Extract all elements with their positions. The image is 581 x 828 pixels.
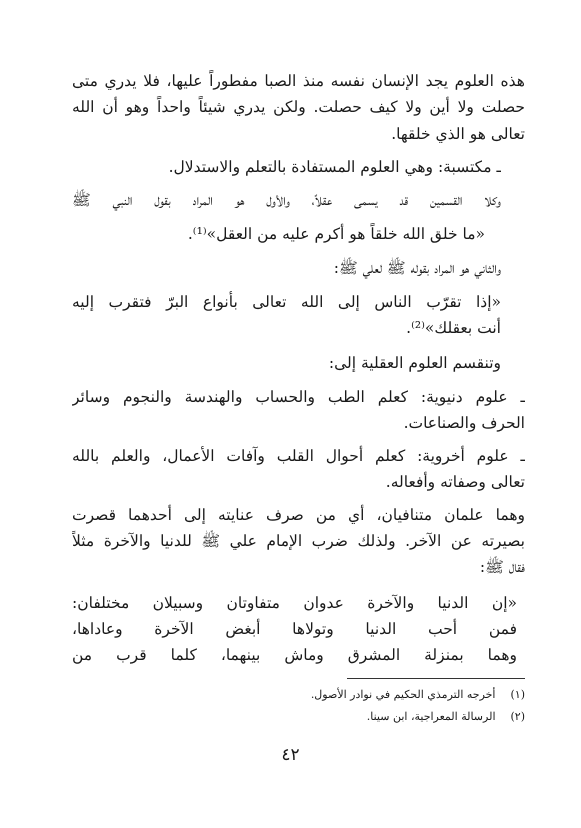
body-line: وكلا القسمين قد يسمى عقلاً، والأول هو المراد بقول النبي ﷺ [72,191,501,209]
quote-line: «إن الدنيا والآخرة عدوان متفاوتان وسبيلان مختلفان: [72,594,517,612]
body-line: ـ مكتسبة: وهي العلوم المستفادة بالتعلم والاستدلال. [168,158,501,176]
body-line: تعالى وصفاته وأفعاله. [385,473,525,491]
quote-line: وهما بمنزلة المشرق وماش بينهما، كلما قرب من [72,646,517,664]
quote-line: «ما خلق الله خلقاً هو أكرم عليه من العقل»⁽¹⁾. [187,225,485,243]
body-line: تعالى هو الذي خلقها. [391,125,525,143]
footnote-number: (٢) [510,710,525,723]
body-line: بصيرته عن الآخر. ولذلك ضرب الإمام علي ﷺ للدنيا والآخرة مثلاً [72,532,525,550]
quote-line: «إذا تقرّب الناس إلى الله تعالى بأنواع البرّ فتقرب إليه [72,293,501,311]
quote-line: فمن أحب الدنيا وتولاها أبغض الآخرة وعاداها، [72,620,517,638]
quote-line: أنت بعقلك»⁽²⁾. [406,319,501,337]
body-line: والثاني هو المراد بقوله ﷺ لعلي ﷺ: [333,259,501,277]
footnote-text: الرسالة المعراجية، ابن سينا. [366,710,496,723]
footnote [200,687,525,703]
footnote-text: أخرجه الترمذي الحكيم في نوادر الأصول. [310,688,496,701]
body-line: حصلت ولا أين ولا كيف حصلت. ولكن يدري شيئاً واحداً وهو أن الله [72,98,525,116]
body-line: فقال ﷺ: [479,558,525,576]
page-number: ٤٢ [281,745,300,765]
body-line: الحرف والصناعات. [403,414,525,432]
footnote [200,709,525,725]
footnote-divider [347,678,525,679]
footnote-number: (١) [510,688,525,701]
body-line: وتنقسم العلوم العقلية إلى: [328,354,501,372]
body-line: ـ علوم دنيوية: كعلم الطب والحساب والهندسة والنجوم وسائر [72,388,525,406]
body-line: وهما علمان متنافيان، أي من صرف عنايته إلى أحدهما قصرت [72,506,525,524]
body-line: ـ علوم أخروية: كعلم أحوال القلب وآفات الأعمال، والعلم بالله [72,447,525,465]
body-line: هذه العلوم يجد الإنسان نفسه منذ الصبا مفطوراً عليها، فلا يدري متى [72,72,525,90]
